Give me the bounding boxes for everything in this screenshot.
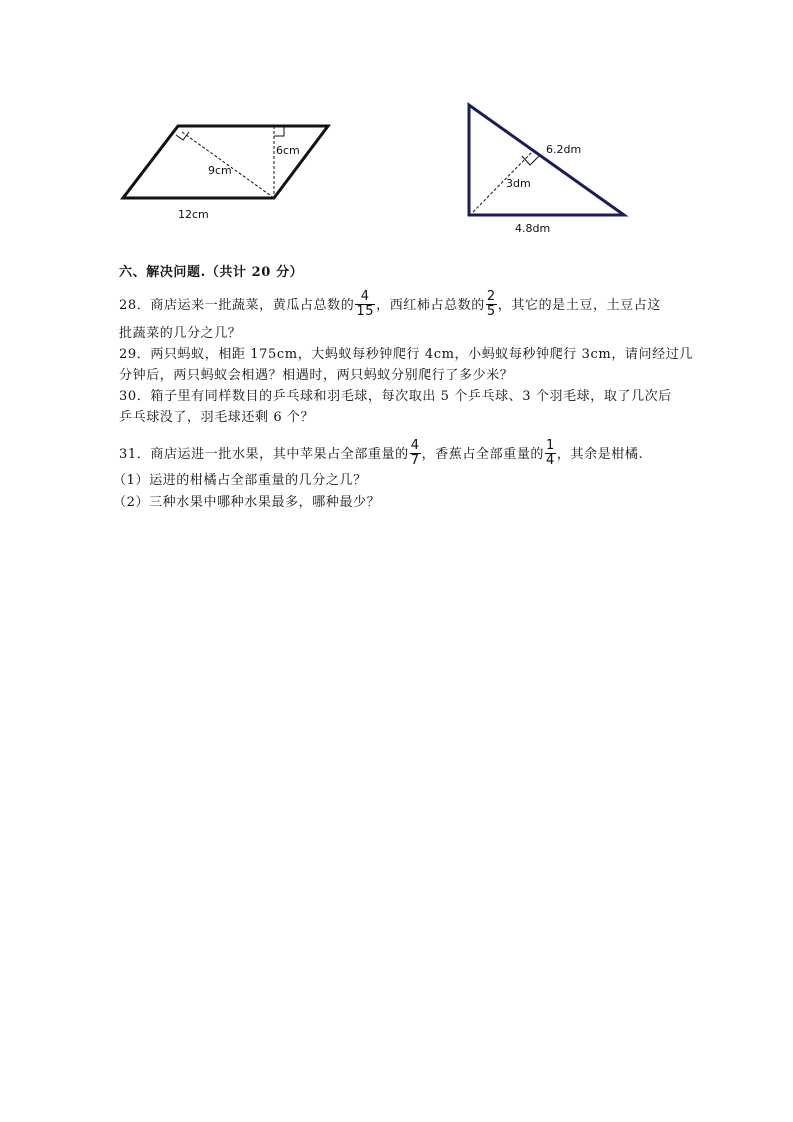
question-31-sub-2: （2）三种水果中哪种水果最多，哪种最少？ [113,495,381,510]
q31-fraction-banana: $\frac{1}{4}$ [546,438,555,468]
question-28-line-1 [119,291,661,320]
triangle-height-label: 3dm [506,177,531,190]
q31-text-1: 31．商店运进一批水果，其中苹果占全部重量的 [119,447,409,462]
question-28-line-2: 批蔬菜的几分之几？ [119,326,242,341]
triangle-base-label: 4.8dm [515,222,551,235]
parallelogram-base-label: 12cm [178,208,209,221]
question-29-line-2: 分钟后，两只蚂蚁会相遇？相遇时，两只蚂蚁分别爬行了多少米？ [119,368,514,383]
q28-text-2: ，西红柿占总数的 [376,298,485,313]
question-30-line-2: 乒乓球没了，羽毛球还剩 6 个？ [119,410,315,425]
triangle-hypotenuse-label: 6.2dm [546,143,582,156]
q28-fraction-tomato: $\frac{2}{5}$ [486,289,496,319]
question-31-line-1 [119,440,643,469]
q31-text-2: ，香蕉占全部重量的 [421,447,545,462]
question-31-sub-1: （1）运进的柑橘占全部重量的几分之几？ [113,473,367,488]
triangle-figure [450,95,650,240]
question-29-line-1: 29．两只蚂蚁，相距 175cm，大蚂蚁每秒钟爬行 4cm，小蚂蚁每秒钟爬行 3cm，请问经过几 [119,347,693,362]
q28-text-3: ，其它的是土豆，土豆占这 [497,298,661,313]
parallelogram-figure [110,110,350,230]
section-title: 六、解决问题.（共计 20 分） [119,265,304,280]
question-30-line-1: 30．箱子里有同样数目的乒乓球和羽毛球，每次取出 5 个乒乓球、3 个羽毛球，取了几次后 [119,389,672,404]
parallelogram-diagonal-height-label: 9cm [208,164,232,177]
q31-text-3: ，其余是柑橘. [556,447,644,462]
q31-fraction-apple: $\frac{4}{7}$ [410,438,420,468]
parallelogram-height-label: 6cm [276,144,300,157]
q28-fraction-cucumber: $\frac{4}{15}$ [356,289,375,319]
q28-text-1: 28．商店运来一批蔬菜，黄瓜占总数的 [119,298,355,313]
